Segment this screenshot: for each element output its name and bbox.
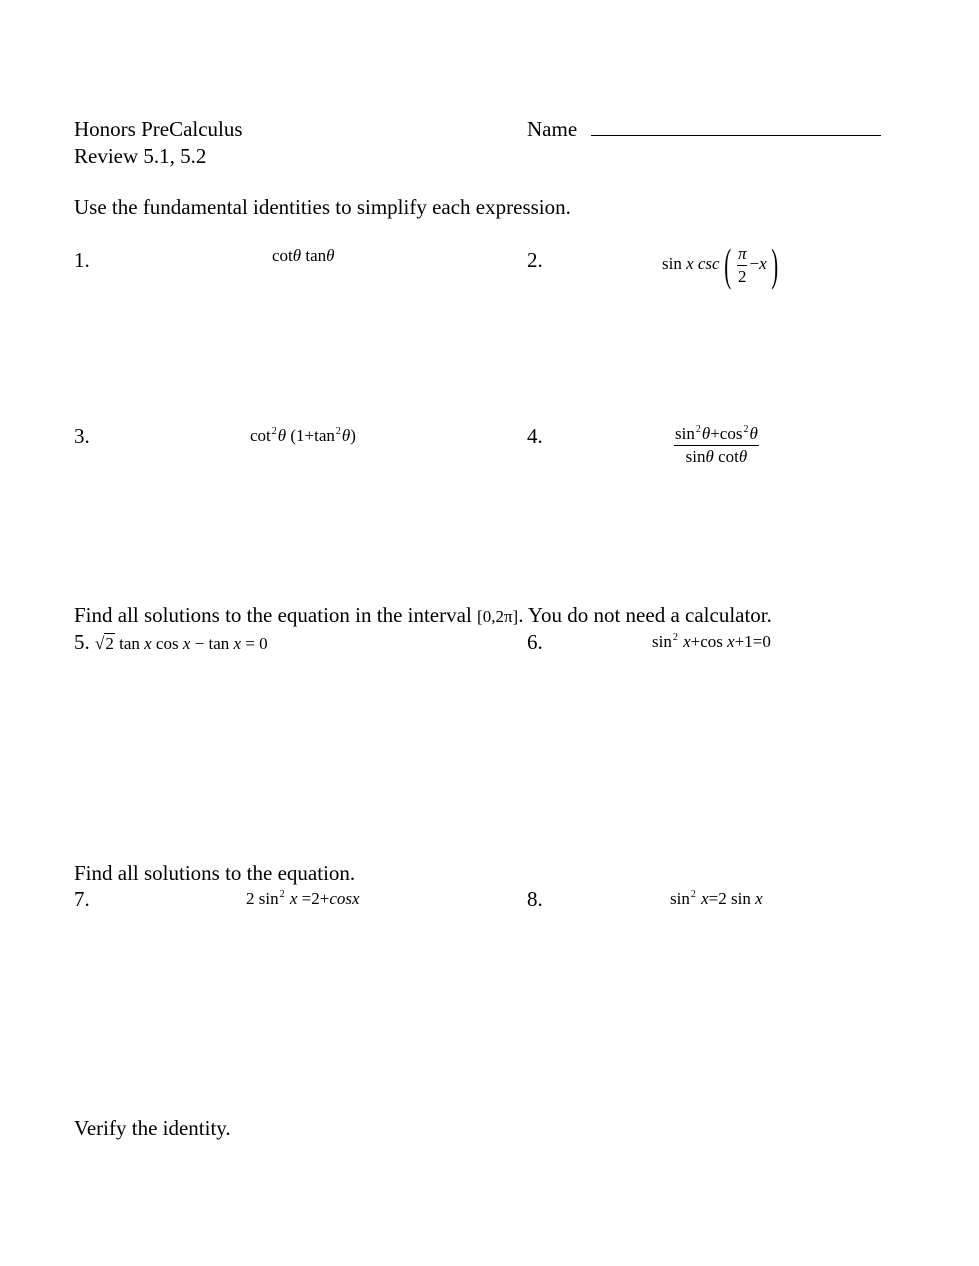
problem-5-expression: √2 tan x cos x − tan x = 0 (95, 634, 268, 653)
problem-3-expression: $\cot^2\theta$ $(1+\tan^2\theta)$ (250, 426, 356, 445)
problem-7-expression: 2 $\sin^2 x =2+\cos x$ (246, 889, 360, 908)
course-title: Honors PreCalculus (74, 117, 243, 141)
name-field[interactable] (527, 117, 881, 141)
problem-4-number: 4. (527, 424, 543, 448)
verify-instruction: Verify the identity. (74, 1116, 231, 1140)
problem-2-expression: sin x csc( $\frac{\pi}{2}$ −x) (662, 239, 778, 290)
problem-1-number: 1. (74, 248, 90, 272)
name-blank-line[interactable] (591, 121, 881, 136)
name-label: Name (527, 117, 578, 141)
solve-interval-instruction-pre: Find all solutions to the equation in the interval (74, 603, 472, 627)
interval-expression: [0,2π] (477, 607, 519, 626)
problem-5-number: 5. (74, 630, 90, 654)
solve-interval-instruction (74, 603, 772, 627)
problem-1-expression: cotθ tanθ (272, 246, 335, 265)
problem-6-expression: $\sin^2 x+\cos$ x+1=0 (652, 632, 771, 651)
problem-5 (74, 630, 268, 654)
simplify-instruction: Use the fundamental identities to simplify each expression. (74, 195, 571, 219)
problem-8-number: 8. (527, 887, 543, 911)
problem-4-expression: $\frac{\sin^2\theta+\cos^2\theta}{\text{sinθ cotθ}}$ (675, 424, 758, 466)
problem-7-number: 7. (74, 887, 90, 911)
problem-3-number: 3. (74, 424, 90, 448)
problem-6-number: 6. (527, 630, 543, 654)
problem-8-expression: $\sin^2 x=2$ sin x (670, 889, 763, 908)
review-title: Review 5.1, 5.2 (74, 144, 207, 168)
solve-all-instruction: Find all solutions to the equation. (74, 861, 356, 885)
problem-2-number: 2. (527, 248, 543, 272)
solve-interval-instruction-post: . You do not need a calculator. (518, 603, 772, 627)
